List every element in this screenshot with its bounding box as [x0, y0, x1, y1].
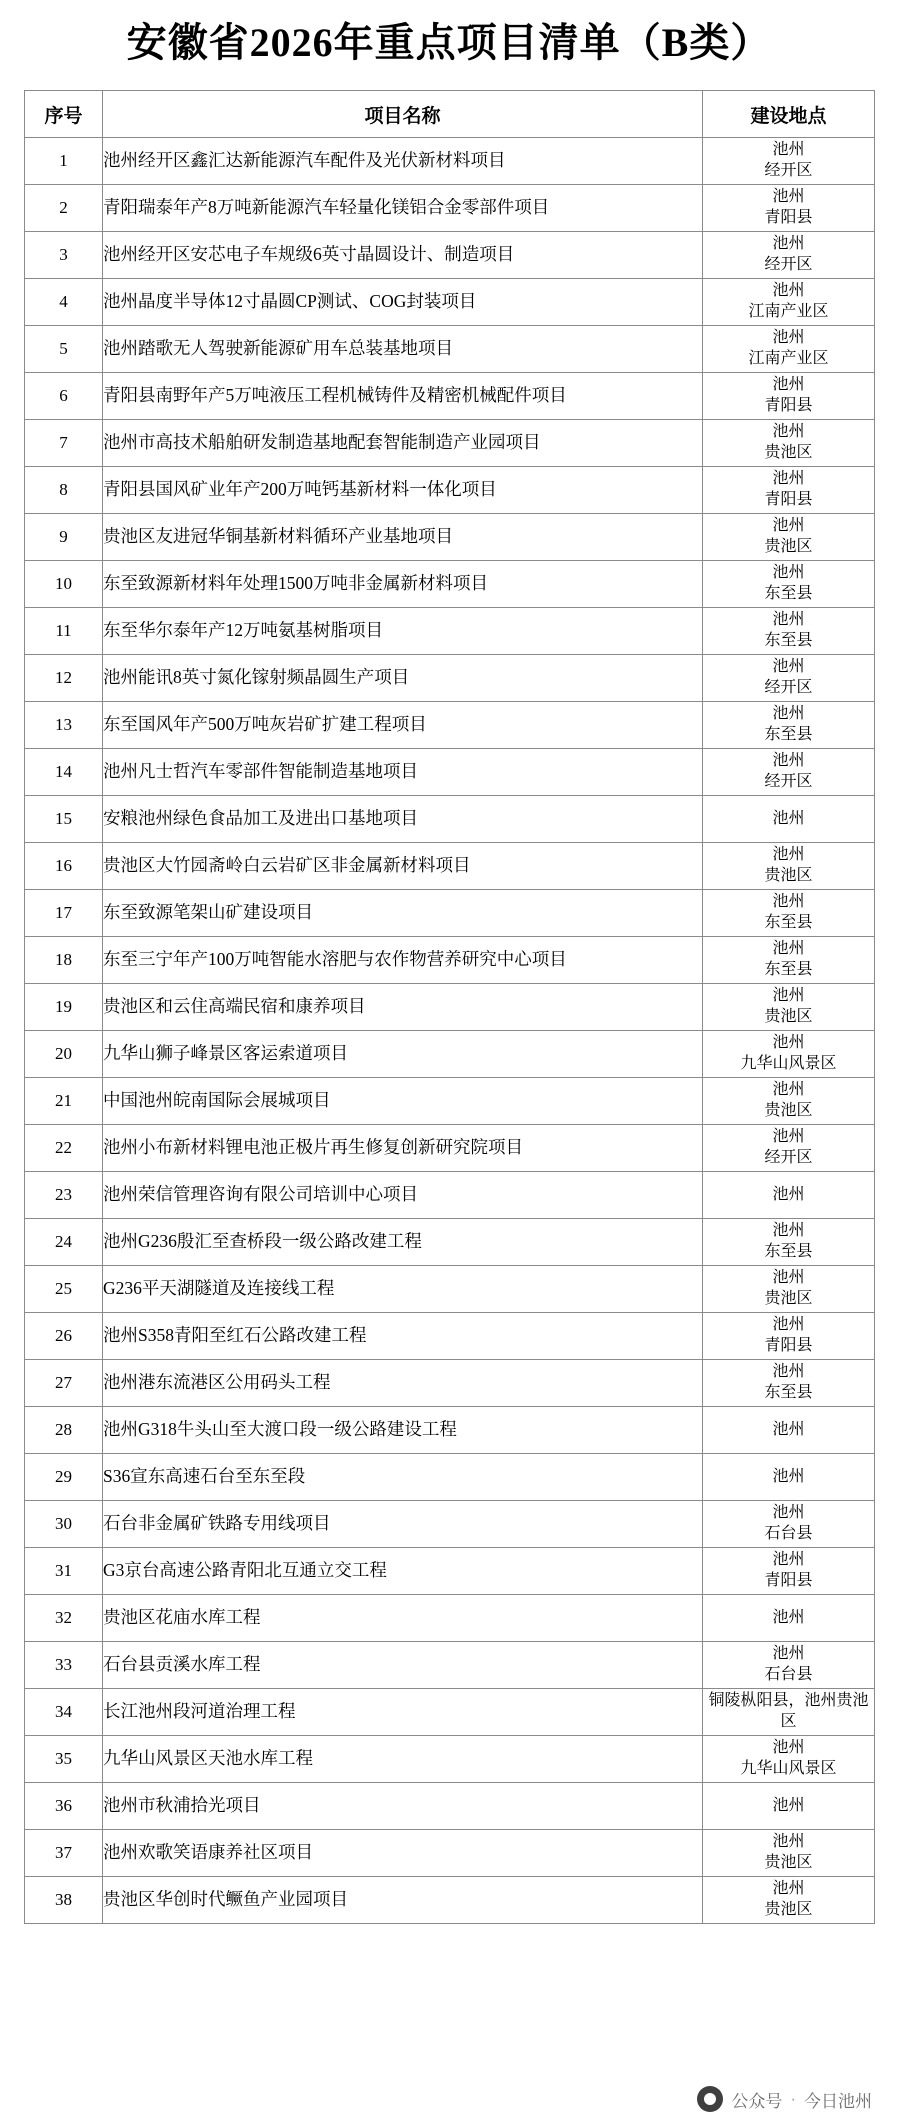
location-line-2: 青阳县	[764, 1572, 813, 1589]
cell-project-name: 青阳县南野年产5万吨液压工程机械铸件及精密机械配件项目	[103, 373, 703, 420]
location-line-2: 贵池区	[764, 1854, 813, 1871]
cell-location	[703, 1877, 875, 1924]
table-row	[25, 1689, 875, 1736]
location-line-2: 青阳县	[764, 491, 813, 508]
location-line-2: 经开区	[764, 256, 813, 273]
cell-index: 1	[25, 138, 103, 185]
cell-location	[703, 1360, 875, 1407]
location-line-2: 石台县	[764, 1666, 813, 1683]
cell-index: 7	[25, 420, 103, 467]
cell-location	[703, 937, 875, 984]
table-row	[25, 420, 875, 467]
cell-index: 22	[25, 1125, 103, 1172]
location-line-2: 东至县	[764, 1243, 813, 1260]
cell-location	[703, 467, 875, 514]
cell-index: 8	[25, 467, 103, 514]
cell-location	[703, 1078, 875, 1125]
cell-location	[703, 185, 875, 232]
cell-location	[703, 1689, 875, 1736]
location-line-1: 池州	[772, 1467, 805, 1485]
cell-project-name: 池州G318牛头山至大渡口段一级公路建设工程	[103, 1407, 703, 1454]
cell-project-name: 池州荣信管理咨询有限公司培训中心项目	[103, 1172, 703, 1219]
cell-index: 27	[25, 1360, 103, 1407]
location-line-2: 青阳县	[764, 1337, 813, 1354]
location-line-2: 青阳县	[764, 209, 813, 226]
cell-project-name: 池州G236殷汇至查桥段一级公路改建工程	[103, 1219, 703, 1266]
cell-location	[703, 1595, 875, 1642]
location-line-1: 池州	[772, 470, 805, 488]
table-row	[25, 185, 875, 232]
table-row	[25, 1360, 875, 1407]
cell-location	[703, 326, 875, 373]
location-line-1: 池州	[772, 1269, 805, 1287]
cell-index: 10	[25, 561, 103, 608]
cell-index: 24	[25, 1219, 103, 1266]
table-row	[25, 608, 875, 655]
watermark-badge	[697, 2086, 872, 2112]
cell-project-name: 东至三宁年产100万吨智能水溶肥与农作物营养研究中心项目	[103, 937, 703, 984]
cell-index: 18	[25, 937, 103, 984]
location-line-1: 池州	[772, 611, 805, 629]
location-line-1: 池州	[772, 940, 805, 958]
cell-index: 2	[25, 185, 103, 232]
cell-location	[703, 232, 875, 279]
location-line-2: 石台县	[764, 1525, 813, 1542]
location-line-1: 池州	[772, 1081, 805, 1099]
location-line-1: 池州	[772, 1796, 805, 1814]
table-row	[25, 655, 875, 702]
location-line-1: 池州	[772, 1034, 805, 1052]
location-line-1: 池州	[772, 893, 805, 911]
table-row	[25, 467, 875, 514]
cell-index: 33	[25, 1642, 103, 1689]
cell-location	[703, 1266, 875, 1313]
table-row	[25, 1078, 875, 1125]
column-header-project-name: 项目名称	[103, 91, 703, 138]
cell-index: 15	[25, 796, 103, 843]
cell-index: 38	[25, 1877, 103, 1924]
cell-index: 29	[25, 1454, 103, 1501]
column-header-location: 建设地点	[703, 91, 875, 138]
location-line-1: 池州	[772, 1128, 805, 1146]
cell-location	[703, 1219, 875, 1266]
cell-project-name: 池州欢歌笑语康养社区项目	[103, 1830, 703, 1877]
cell-location	[703, 984, 875, 1031]
cell-location	[703, 373, 875, 420]
location-line-2: 贵池区	[764, 1290, 813, 1307]
table-row	[25, 1454, 875, 1501]
table-row	[25, 1548, 875, 1595]
table-row	[25, 984, 875, 1031]
cell-project-name: 贵池区大竹园斋岭白云岩矿区非金属新材料项目	[103, 843, 703, 890]
cell-index: 20	[25, 1031, 103, 1078]
account-avatar-icon	[697, 2086, 723, 2112]
cell-location	[703, 1642, 875, 1689]
table-row	[25, 514, 875, 561]
location-line-1: 池州	[772, 1608, 805, 1626]
cell-location	[703, 1125, 875, 1172]
table-row	[25, 1877, 875, 1924]
location-line-1: 池州	[772, 846, 805, 864]
table-row	[25, 1172, 875, 1219]
cell-project-name: 贵池区友进冠华铜基新材料循环产业基地项目	[103, 514, 703, 561]
cell-location	[703, 1783, 875, 1830]
table-row	[25, 749, 875, 796]
cell-index: 13	[25, 702, 103, 749]
cell-location	[703, 514, 875, 561]
cell-index: 30	[25, 1501, 103, 1548]
table-row	[25, 1125, 875, 1172]
cell-location	[703, 561, 875, 608]
location-line-1: 池州	[772, 1645, 805, 1663]
table-row	[25, 1595, 875, 1642]
table-row	[25, 1830, 875, 1877]
cell-project-name: 池州能讯8英寸氮化镓射频晶圆生产项目	[103, 655, 703, 702]
account-label: 公众号	[731, 2091, 783, 2111]
table-row	[25, 1031, 875, 1078]
cell-project-name: 东至致源新材料年处理1500万吨非金属新材料项目	[103, 561, 703, 608]
cell-index: 21	[25, 1078, 103, 1125]
cell-project-name: 东至致源笔架山矿建设项目	[103, 890, 703, 937]
cell-index: 37	[25, 1830, 103, 1877]
cell-project-name: 池州踏歌无人驾驶新能源矿用车总装基地项目	[103, 326, 703, 373]
location-line-1: 池州	[772, 705, 805, 723]
cell-location	[703, 1407, 875, 1454]
cell-index: 23	[25, 1172, 103, 1219]
cell-index: 9	[25, 514, 103, 561]
table-row	[25, 890, 875, 937]
cell-project-name: 东至国风年产500万吨灰岩矿扩建工程项目	[103, 702, 703, 749]
cell-index: 14	[25, 749, 103, 796]
table-row	[25, 1407, 875, 1454]
location-line-1: 池州	[772, 564, 805, 582]
table-row	[25, 1736, 875, 1783]
location-line-2: 贵池区	[764, 538, 813, 555]
table-row	[25, 373, 875, 420]
cell-project-name: 石台县贡溪水库工程	[103, 1642, 703, 1689]
table-row	[25, 1266, 875, 1313]
cell-location	[703, 1454, 875, 1501]
cell-location	[703, 890, 875, 937]
location-line-1: 池州	[772, 1420, 805, 1438]
location-line-2: 贵池区	[764, 1102, 813, 1119]
cell-location	[703, 138, 875, 185]
table-row	[25, 796, 875, 843]
location-line-2: 东至县	[764, 585, 813, 602]
location-line-1: 池州	[772, 423, 805, 441]
cell-index: 31	[25, 1548, 103, 1595]
cell-location	[703, 1031, 875, 1078]
column-header-index: 序号	[25, 91, 103, 138]
cell-index: 4	[25, 279, 103, 326]
location-line-2: 九华山风景区	[740, 1760, 837, 1777]
cell-project-name: 九华山风景区天池水库工程	[103, 1736, 703, 1783]
table-row	[25, 702, 875, 749]
table-body	[25, 138, 875, 1924]
cell-project-name: 池州晶度半导体12寸晶圆CP测试、COG封装项目	[103, 279, 703, 326]
location-line-1: 池州	[772, 752, 805, 770]
table-row	[25, 232, 875, 279]
cell-location	[703, 796, 875, 843]
cell-project-name: 九华山狮子峰景区客运索道项目	[103, 1031, 703, 1078]
location-line-1: 池州	[772, 1880, 805, 1898]
location-line-1: 池州	[772, 1739, 805, 1757]
location-line-2: 贵池区	[764, 867, 813, 884]
project-list-table-wrap	[0, 90, 898, 1924]
cell-index: 26	[25, 1313, 103, 1360]
cell-project-name: 东至华尔泰年产12万吨氨基树脂项目	[103, 608, 703, 655]
location-line-2: 东至县	[764, 726, 813, 743]
table-row	[25, 561, 875, 608]
project-list-table	[24, 90, 875, 1924]
location-line-2: 东至县	[764, 1384, 813, 1401]
cell-index: 19	[25, 984, 103, 1031]
cell-project-name: 池州市秋浦拾光项目	[103, 1783, 703, 1830]
location-line-1: 池州	[772, 1833, 805, 1851]
cell-project-name: 贵池区和云住高端民宿和康养项目	[103, 984, 703, 1031]
location-line-1: 池州	[772, 1504, 805, 1522]
table-row	[25, 937, 875, 984]
cell-index: 28	[25, 1407, 103, 1454]
location-line-2: 东至县	[764, 961, 813, 978]
table-row	[25, 843, 875, 890]
cell-project-name: 中国池州皖南国际会展城项目	[103, 1078, 703, 1125]
cell-location	[703, 702, 875, 749]
cell-index: 32	[25, 1595, 103, 1642]
cell-location	[703, 1313, 875, 1360]
location-line-1: 池州	[772, 987, 805, 1005]
location-line-2: 经开区	[764, 773, 813, 790]
location-line-2: 贵池区	[764, 1008, 813, 1025]
location-line-1: 池州	[772, 1363, 805, 1381]
location-line-1: 池州	[772, 658, 805, 676]
cell-location	[703, 608, 875, 655]
cell-index: 3	[25, 232, 103, 279]
location-line-2: 贵池区	[764, 1901, 813, 1918]
cell-project-name: 青阳县国风矿业年产200万吨钙基新材料一体化项目	[103, 467, 703, 514]
cell-project-name: 池州S358青阳至红石公路改建工程	[103, 1313, 703, 1360]
table-row	[25, 326, 875, 373]
cell-project-name: 青阳瑞泰年产8万吨新能源汽车轻量化镁铝合金零部件项目	[103, 185, 703, 232]
cell-project-name: 池州港东流港区公用码头工程	[103, 1360, 703, 1407]
location-line-1: 池州	[772, 188, 805, 206]
cell-index: 16	[25, 843, 103, 890]
table-row	[25, 1642, 875, 1689]
cell-location	[703, 420, 875, 467]
table-row	[25, 1501, 875, 1548]
table-row	[25, 279, 875, 326]
location-line-2: 东至县	[764, 914, 813, 931]
cell-index: 36	[25, 1783, 103, 1830]
cell-project-name: G3京台高速公路青阳北互通立交工程	[103, 1548, 703, 1595]
location-line-1: 池州	[772, 282, 805, 300]
location-line-1: 池州	[772, 1185, 805, 1203]
cell-project-name: 石台非金属矿铁路专用线项目	[103, 1501, 703, 1548]
location-line-2: 经开区	[764, 679, 813, 696]
table-row	[25, 138, 875, 185]
location-line-2: 经开区	[764, 162, 813, 179]
location-line-2: 经开区	[764, 1149, 813, 1166]
location-line-1: 池州	[772, 517, 805, 535]
cell-project-name: 池州小布新材料锂电池正极片再生修复创新研究院项目	[103, 1125, 703, 1172]
cell-index: 5	[25, 326, 103, 373]
table-header-row	[25, 91, 875, 138]
cell-location	[703, 1830, 875, 1877]
location-line-1: 池州	[772, 329, 805, 347]
cell-index: 25	[25, 1266, 103, 1313]
cell-project-name: 池州市高技术船舶研发制造基地配套智能制造产业园项目	[103, 420, 703, 467]
location-line-1: 池州	[772, 376, 805, 394]
location-line-2: 贵池区	[764, 444, 813, 461]
table-row	[25, 1783, 875, 1830]
table-row	[25, 1219, 875, 1266]
cell-index: 12	[25, 655, 103, 702]
location-line-1: 池州	[772, 235, 805, 253]
cell-project-name: 长江池州段河道治理工程	[103, 1689, 703, 1736]
cell-project-name: 贵池区花庙水库工程	[103, 1595, 703, 1642]
cell-project-name: 安粮池州绿色食品加工及进出口基地项目	[103, 796, 703, 843]
cell-location	[703, 1548, 875, 1595]
location-line-1: 池州	[772, 141, 805, 159]
cell-location	[703, 749, 875, 796]
cell-location	[703, 1736, 875, 1783]
cell-project-name: G236平天湖隧道及连接线工程	[103, 1266, 703, 1313]
location-line-2: 江南产业区	[748, 350, 829, 367]
location-line-1: 池州	[772, 1316, 805, 1334]
location-line-2: 江南产业区	[748, 303, 829, 320]
cell-project-name: 贵池区华创时代鳜鱼产业园项目	[103, 1877, 703, 1924]
location-line-1: 池州	[772, 1222, 805, 1240]
account-name: 今日池州	[804, 2091, 872, 2111]
cell-location	[703, 1172, 875, 1219]
cell-project-name: 池州经开区安芯电子车规级6英寸晶圆设计、制造项目	[103, 232, 703, 279]
cell-index: 6	[25, 373, 103, 420]
location-line-1: 池州	[772, 809, 805, 827]
cell-location	[703, 279, 875, 326]
cell-project-name: 池州经开区鑫汇达新能源汽车配件及光伏新材料项目	[103, 138, 703, 185]
page-title: 安徽省2026年重点项目清单（B类）	[126, 20, 772, 65]
table-row	[25, 1313, 875, 1360]
location-line-2: 九华山风景区	[740, 1055, 837, 1072]
table-header	[25, 91, 875, 138]
cell-project-name: 池州凡士哲汽车零部件智能制造基地项目	[103, 749, 703, 796]
cell-location	[703, 1501, 875, 1548]
cell-location	[703, 843, 875, 890]
cell-location	[703, 655, 875, 702]
location-line-2: 青阳县	[764, 397, 813, 414]
cell-index: 35	[25, 1736, 103, 1783]
location-line-2: 东至县	[764, 632, 813, 649]
cell-project-name: S36宣东高速石台至东至段	[103, 1454, 703, 1501]
location-line-1: 池州	[772, 1551, 805, 1569]
cell-index: 34	[25, 1689, 103, 1736]
cell-index: 17	[25, 890, 103, 937]
account-separator: ·	[790, 2089, 796, 2108]
cell-index: 11	[25, 608, 103, 655]
location-line-1: 铜陵枞阳县，池州贵池区	[708, 1692, 869, 1730]
